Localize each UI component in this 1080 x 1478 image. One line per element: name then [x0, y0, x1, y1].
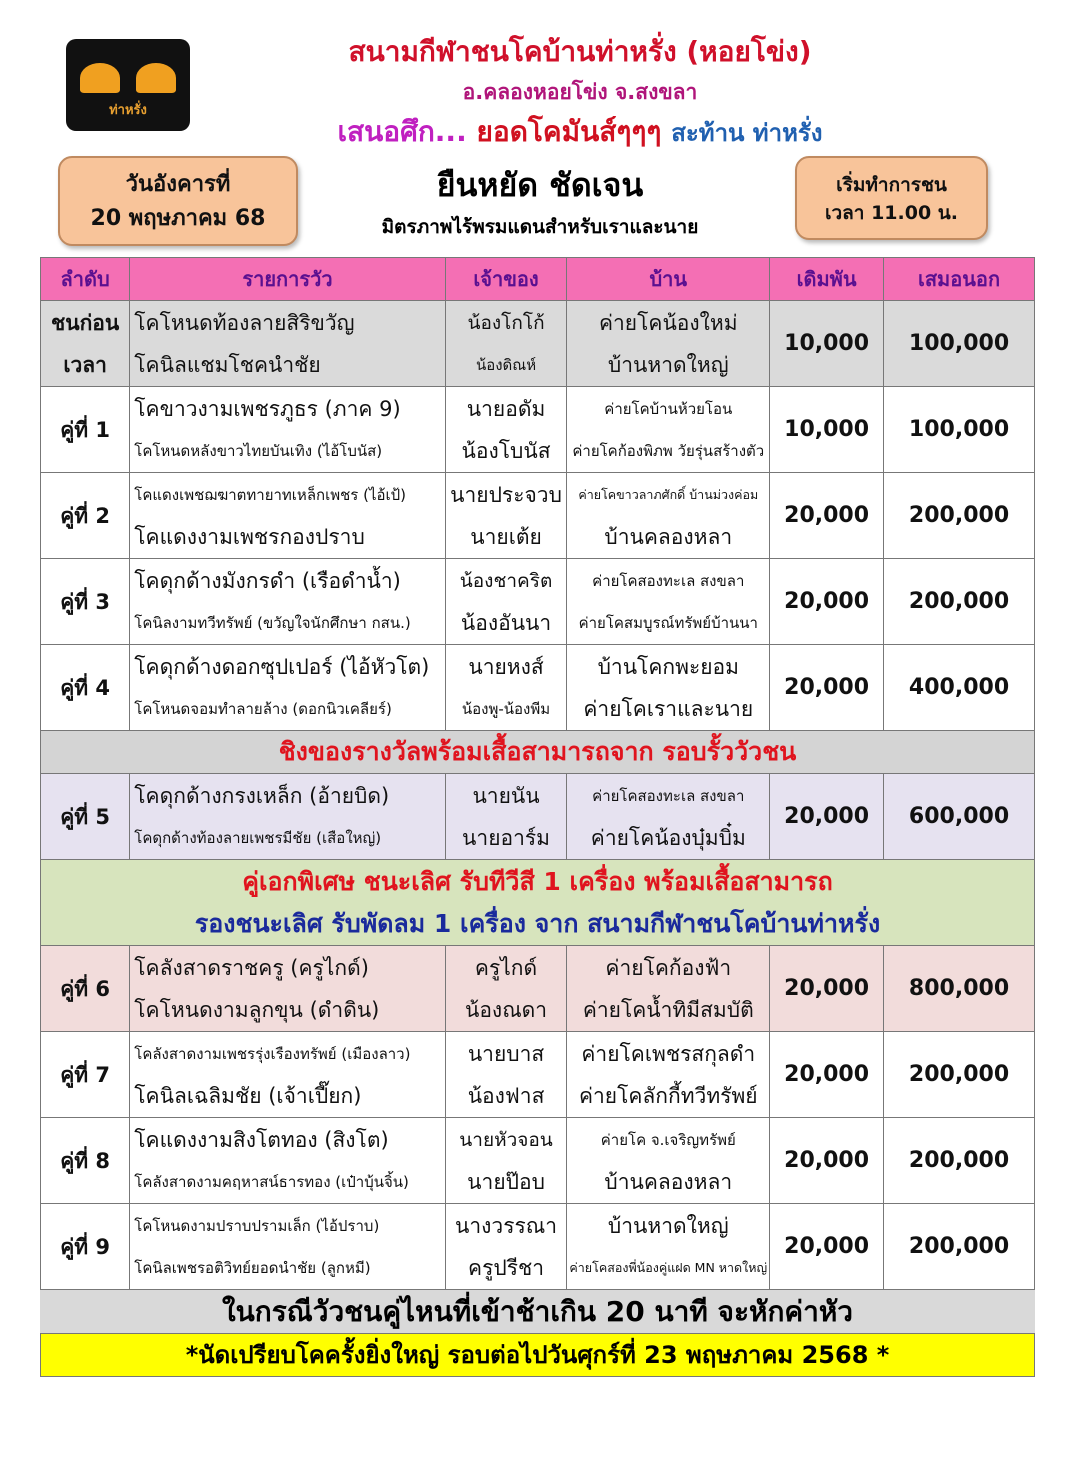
home-camp-cell — [567, 1118, 770, 1204]
match-label-line: คู่ที่ 1 — [60, 417, 111, 442]
home-camp: ค่ายโคเราและนาย — [583, 696, 754, 721]
match-label-line: เวลา — [63, 352, 107, 377]
table-row — [41, 387, 1035, 473]
start-time-box — [795, 156, 988, 240]
home-camp: ค่ายโคสองพี่น้องคู่แฝด MN หาดใหญ่ — [569, 1259, 768, 1275]
match-label-line: คู่ที่ 6 — [60, 976, 111, 1001]
table-row — [41, 301, 1035, 387]
bull-name: โคโหนดหลังขาวไทยบันเทิง (ไอ้โบนัส) — [134, 441, 383, 460]
match-label-line: คู่ที่ 3 — [60, 589, 111, 614]
bull-name-cell — [130, 559, 445, 645]
bull-name-cell — [130, 774, 445, 860]
home-camp: บ้านหาดใหญ่ — [607, 1213, 729, 1238]
home-camp-cell — [567, 387, 770, 473]
banner-text: รองชนะเลิศ รับพัดลม 1 เครื่อง จาก สนามกีฬาชนโคบ้านท่าหรั่ง — [194, 908, 881, 938]
bet-amount: 20,000 — [770, 774, 884, 860]
owner-name: นายหงส์ — [468, 654, 544, 679]
owner-name-cell — [445, 473, 567, 559]
bull-name: โคโหนดท้องลายสิริขวัญ — [134, 310, 355, 335]
owner-name: นายบาส — [467, 1041, 545, 1066]
bull-name: โคลังสาดราชครู (ครูไกด์) — [134, 955, 369, 980]
owner-name-cell — [445, 946, 567, 1032]
owner-name: นายหัวจอน — [459, 1128, 553, 1151]
banner-row — [41, 860, 1035, 946]
bull-name: โคโหนดงามปราบปรามเล็ก (ไอ้ปราบ) — [134, 1216, 380, 1235]
slogan: ยืนหยัด ชัดเจน — [436, 166, 644, 204]
banner — [41, 860, 1035, 946]
tagline — [250, 110, 910, 154]
match-label — [41, 559, 130, 645]
start-line-2: เวลา 11.00 น. — [824, 202, 958, 224]
home-camp-cell — [567, 473, 770, 559]
owner-name-cell — [445, 301, 567, 387]
bet-amount: 20,000 — [770, 1204, 884, 1290]
owner-name: นายนัน — [472, 783, 540, 808]
column-header: บ้าน — [567, 258, 770, 301]
owner-name: น้องดิณห์ — [475, 355, 537, 374]
bet-amount: 20,000 — [770, 946, 884, 1032]
home-camp-cell — [567, 301, 770, 387]
bull-name-cell — [130, 1032, 445, 1118]
bull-name: โคดุกด้างมังกรดำ (เรือดำน้ำ) — [134, 568, 401, 593]
tagline-a: เสนอศึก... — [337, 115, 467, 148]
owner-name: ครูปรีชา — [468, 1255, 545, 1280]
bull-name: โคลังสาดงามเพชรรุ่งเรืองทรัพย์ (เมืองลาว) — [134, 1044, 411, 1063]
match-label — [41, 774, 130, 860]
owner-name-cell — [445, 559, 567, 645]
bet-amount: 20,000 — [770, 1118, 884, 1204]
side-bet-amount: 100,000 — [884, 301, 1035, 387]
home-camp: ค่ายโคน้ำทิมีสมบัติ — [582, 997, 754, 1022]
home-camp-cell — [567, 559, 770, 645]
home-camp-cell — [567, 946, 770, 1032]
banner-text: ชิงของรางวัลพร้อมเสื้อสามารถจาก รอบรั้ววัวชน — [278, 737, 797, 766]
bull-name: โคนิลเพชรอติวิทย์ยอดนำชัย (ลูกหมี) — [134, 1258, 371, 1277]
match-label — [41, 1204, 130, 1290]
column-header: เจ้าของ — [445, 258, 567, 301]
next-event: *นัดเปรียบโคครั้งยิ่งใหญ่ รอบต่อไปวันศุกร์ที่ 23 พฤษภาคม 2568 * — [40, 1333, 1035, 1377]
column-header: เสมอนอก — [884, 258, 1035, 301]
late-rule: ในกรณีวัวชนคู่ไหนที่เข้าช้าเกิน 20 นาที จะหักค่าหัว — [40, 1290, 1035, 1333]
bet-amount: 10,000 — [770, 387, 884, 473]
bull-name-cell — [130, 387, 445, 473]
home-camp-cell — [567, 774, 770, 860]
home-camp: ค่ายโคน้องใหม่ — [598, 310, 738, 335]
match-label-line: คู่ที่ 9 — [60, 1234, 111, 1259]
home-camp: ค่ายโคลักกี้ทวีทรัพย์ — [578, 1083, 758, 1108]
match-label — [41, 473, 130, 559]
owner-name: นายเต้ย — [470, 524, 542, 549]
bull-name: โคดุกด้างดอกซุปเปอร์ (ไอ้หัวโต) — [134, 654, 430, 679]
bet-amount: 20,000 — [770, 1032, 884, 1118]
date-line-2: 20 พฤษภาคม 68 — [90, 206, 266, 231]
bet-amount: 10,000 — [770, 301, 884, 387]
bull-name: โคลังสาดงามคฤหาสน์ธารทอง (เป๋าบุ้นจิ้น) — [134, 1172, 409, 1191]
match-label-line: คู่ที่ 8 — [60, 1148, 111, 1173]
side-bet-amount: 100,000 — [884, 387, 1035, 473]
match-label-line: คู่ที่ 7 — [60, 1062, 111, 1087]
owner-name: นายอาร์ม — [462, 825, 551, 850]
banner-row — [41, 731, 1035, 774]
table-row — [41, 1032, 1035, 1118]
logo-text: ท่าหรั่ง — [109, 103, 147, 118]
home-camp: ค่ายโคก้องพิภพ วัยรุ่นสร้างตัว — [572, 441, 765, 460]
bull-name: โคโหนดงามลูกขุน (ดำดิน) — [134, 997, 380, 1022]
match-label-line: คู่ที่ 5 — [60, 804, 111, 829]
bull-name: โคแดงเพชฌฆาตทายาทเหล็กเพชร (ไอ้เป้) — [134, 485, 407, 504]
bull-name-cell — [130, 1118, 445, 1204]
bull-horn-icon — [136, 63, 176, 93]
match-table — [40, 257, 1035, 1290]
owner-name-cell — [445, 1204, 567, 1290]
home-camp-cell — [567, 1204, 770, 1290]
bull-name: โคแดงงามสิงโตทอง (สิงโต) — [134, 1127, 389, 1152]
subslogan: มิตรภาพไร้พรมแดนสำหรับเราและนาย — [381, 216, 699, 238]
owner-name: น้องโกโก้ — [467, 311, 545, 334]
match-label — [41, 301, 130, 387]
banner-text: คู่เอกพิเศษ ชนะเลิศ รับทีวีสี 1 เครื่อง พร้อมเสื้อสามารถ — [242, 866, 833, 896]
date-line-1: วันอังคารที่ — [125, 172, 231, 197]
bull-name-cell — [130, 1204, 445, 1290]
bull-name: โคนิลงามทวีทรัพย์ (ขวัญใจนักศึกษา กสน.) — [134, 613, 411, 632]
home-camp: ค่ายโคสองทะเล สงขลา — [592, 571, 745, 590]
table-row — [41, 1204, 1035, 1290]
owner-name-cell — [445, 387, 567, 473]
column-header: ลำดับ — [41, 258, 130, 301]
match-label-line: คู่ที่ 2 — [60, 503, 111, 528]
owner-name: นายประจวบ — [450, 482, 562, 507]
owner-name: นางวรรณา — [455, 1213, 558, 1238]
bet-amount: 20,000 — [770, 473, 884, 559]
home-camp: ค่ายโคบ้านห้วยโอน — [604, 399, 733, 418]
side-bet-amount: 200,000 — [884, 1032, 1035, 1118]
home-camp: ค่ายโคสองทะเล สงขลา — [592, 786, 745, 805]
match-label — [41, 1032, 130, 1118]
date-box — [58, 156, 298, 246]
bet-amount: 20,000 — [770, 559, 884, 645]
owner-name: น้องพู-น้องพีม — [461, 699, 551, 718]
home-camp: ค่ายโคขาวลาภศักดิ์ บ้านม่วงค่อม — [578, 486, 759, 502]
owner-name: ครูไกด์ — [474, 955, 538, 980]
match-label — [41, 387, 130, 473]
match-label-line: ชนก่อน — [50, 310, 120, 335]
bet-amount: 20,000 — [770, 645, 884, 731]
home-camp: ค่ายโคเพชรสกุลดำ — [581, 1041, 756, 1066]
side-bet-amount: 600,000 — [884, 774, 1035, 860]
arena-logo — [66, 39, 190, 131]
bull-name-cell — [130, 946, 445, 1032]
side-bet-amount: 200,000 — [884, 1204, 1035, 1290]
banner — [41, 731, 1035, 774]
home-camp-cell — [567, 645, 770, 731]
bull-name-cell — [130, 645, 445, 731]
match-label — [41, 1118, 130, 1204]
home-camp: ค่ายโคก้องฟ้า — [605, 955, 732, 980]
table-row — [41, 473, 1035, 559]
table-header — [41, 258, 1035, 301]
match-label-line: คู่ที่ 4 — [60, 675, 111, 700]
start-line-1: เริ่มทำการชน — [836, 174, 947, 196]
owner-name-cell — [445, 645, 567, 731]
owner-name-cell — [445, 1118, 567, 1204]
location: อ.คลองหอยโข่ง จ.สงขลา — [462, 80, 698, 104]
side-bet-amount: 400,000 — [884, 645, 1035, 731]
home-camp: บ้านคลองหลา — [604, 524, 733, 549]
match-label — [41, 645, 130, 731]
home-camp: ค่ายโค จ.เจริญทรัพย์ — [600, 1130, 736, 1149]
home-camp: ค่ายโคน้องบุ๋มบิ๋ม — [590, 825, 746, 850]
owner-name: นายอดัม — [466, 396, 546, 421]
owner-name: น้องชาคริต — [459, 569, 553, 592]
home-camp: ค่ายโคสมบูรณ์ทรัพย์บ้านนา — [578, 613, 758, 632]
bull-horn-icon — [80, 63, 120, 93]
side-bet-amount: 200,000 — [884, 473, 1035, 559]
bull-name-cell — [130, 301, 445, 387]
side-bet-amount: 200,000 — [884, 1118, 1035, 1204]
home-camp-cell — [567, 1032, 770, 1118]
table-row — [41, 559, 1035, 645]
owner-name-cell — [445, 1032, 567, 1118]
bull-name: โคดุกด้างกรงเหล็ก (อ้ายบิด) — [134, 783, 390, 808]
column-header: รายการวัว — [130, 258, 445, 301]
bull-name: โคโหนดจอมทำลายล้าง (ดอกนิวเคลียร์) — [134, 699, 392, 718]
bull-name: โคนิลเฉลิมชัย (เจ้าเปี๊ยก) — [134, 1083, 362, 1108]
bull-name: โคขาวงามเพชรภูธร (ภาค 9) — [134, 396, 401, 421]
bull-name: โคแดงงามเพชรกองปราบ — [134, 524, 365, 549]
home-camp: บ้านหาดใหญ่ — [607, 352, 729, 377]
owner-name: น้องอันนา — [460, 610, 552, 635]
table-row — [41, 946, 1035, 1032]
bull-name: โคดุกด้างท้องลายเพชรมีชัย (เสือใหญ่) — [134, 828, 382, 847]
owner-name: น้องโบนัส — [461, 438, 551, 463]
home-camp: บ้านโคกพะยอม — [597, 654, 739, 679]
poster-title: สนามกีฬาชนโคบ้านท่าหรั่ง (หอยโข่ง) — [348, 35, 812, 68]
table-row — [41, 1118, 1035, 1204]
match-label — [41, 946, 130, 1032]
side-bet-amount: 200,000 — [884, 559, 1035, 645]
tagline-c: สะท้าน ท่าหรั่ง — [671, 119, 823, 147]
bull-name: โคนิลแชมโชคนำชัย — [134, 352, 321, 377]
column-header: เดิมพัน — [770, 258, 884, 301]
owner-name: น้องฟาส — [467, 1083, 545, 1108]
home-camp: บ้านคลองหลา — [604, 1169, 733, 1194]
table-row — [41, 645, 1035, 731]
owner-name-cell — [445, 774, 567, 860]
side-bet-amount: 800,000 — [884, 946, 1035, 1032]
tagline-b: ยอดโคมันส์ๆๆๆ — [476, 115, 662, 148]
table-row — [41, 774, 1035, 860]
owner-name: น้องณดา — [464, 997, 548, 1022]
bull-name-cell — [130, 473, 445, 559]
owner-name: นายป๊อบ — [467, 1169, 545, 1194]
